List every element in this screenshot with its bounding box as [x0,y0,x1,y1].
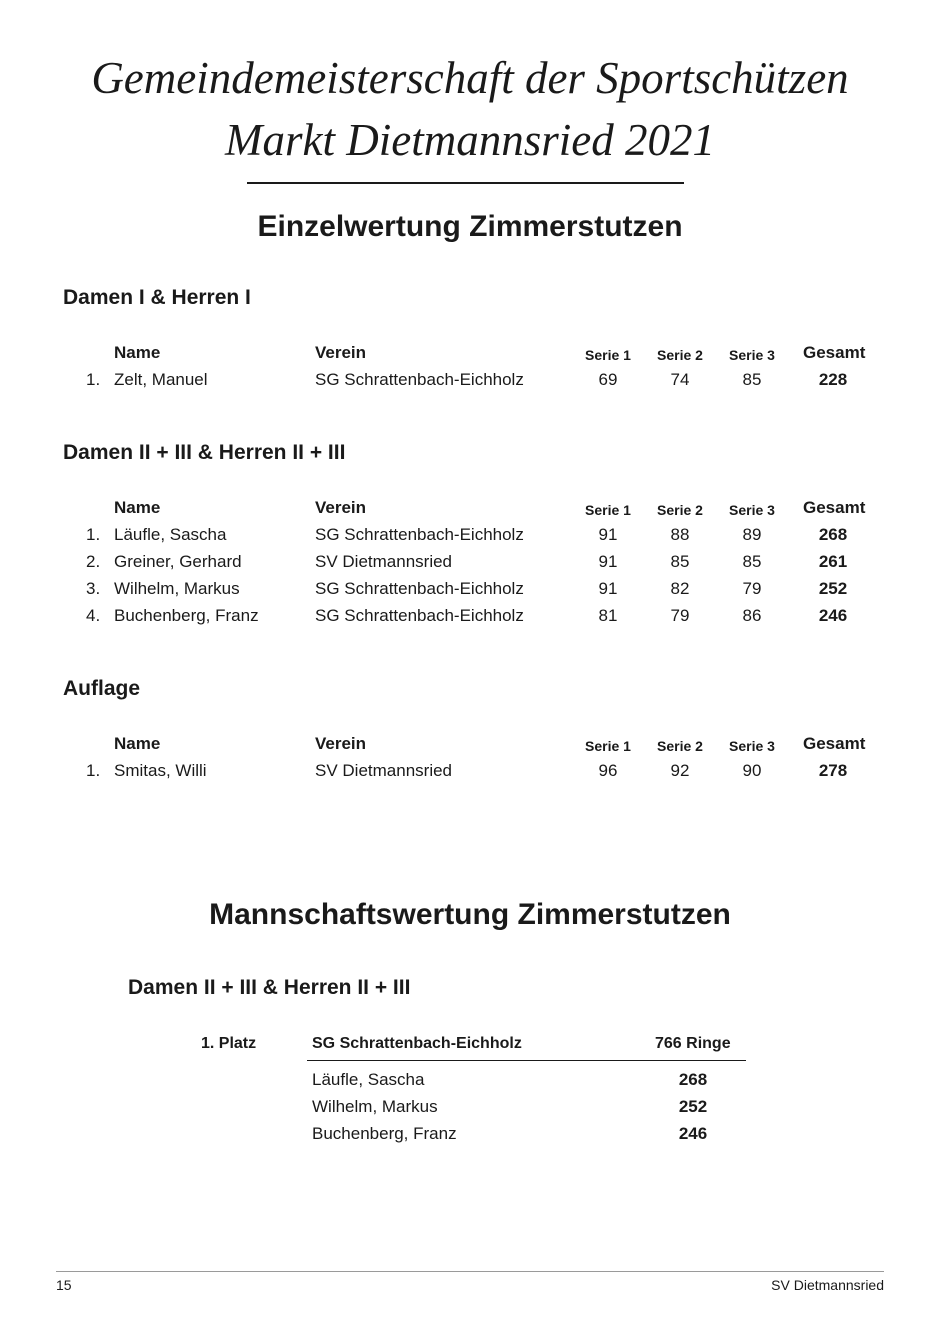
serie-3-score: 86 [742,606,762,625]
serie-2-score: 74 [670,370,690,389]
group-heading: Damen I & Herren I [63,286,251,309]
total-score: 252 [818,579,848,598]
column-header-serie-2: Serie 2 [657,347,703,363]
team-club-name: SG Schrattenbach-Eichholz [312,1035,522,1052]
column-header-serie-3: Serie 3 [729,738,775,754]
shooter-name: Smitas, Willi [114,761,207,780]
column-header-gesamt: Gesamt [803,734,866,753]
column-header-serie-1: Serie 1 [585,738,631,754]
team-total-score: 766 Ringe [655,1035,731,1052]
team-member-score: 252 [678,1097,708,1116]
team-member-score: 268 [678,1070,708,1089]
title-divider [247,182,684,184]
footer-club-name: SV Dietmannsried [771,1277,884,1293]
shooter-name: Läufle, Sascha [114,525,227,544]
serie-3-score: 90 [742,761,762,780]
page-number: 15 [56,1277,72,1293]
column-header-name: Name [114,734,161,753]
club-name: SG Schrattenbach-Eichholz [315,525,524,544]
rank: 2. [86,552,101,571]
serie-2-score: 88 [670,525,690,544]
total-score: 228 [818,370,848,389]
serie-2-score: 82 [670,579,690,598]
column-header-verein: Verein [315,343,367,362]
team-group-heading: Damen II + III & Herren II + III [128,976,411,999]
rank: 1. [86,370,101,389]
column-header-serie-1: Serie 1 [585,502,631,518]
column-header-verein: Verein [315,734,367,753]
column-header-gesamt: Gesamt [803,498,866,517]
serie-2-score: 92 [670,761,690,780]
club-name: SG Schrattenbach-Eichholz [315,579,524,598]
serie-1-score: 81 [598,606,618,625]
column-header-serie-2: Serie 2 [657,738,703,754]
shooter-name: Buchenberg, Franz [114,606,259,625]
rank: 4. [86,606,101,625]
total-score: 261 [818,552,848,571]
club-name: SV Dietmannsried [315,552,453,571]
column-header-gesamt: Gesamt [803,343,866,362]
shooter-name: Wilhelm, Markus [114,579,240,598]
column-header-serie-3: Serie 3 [729,347,775,363]
section-title-individual: Einzelwertung Zimmerstutzen [257,210,683,243]
column-header-serie-2: Serie 2 [657,502,703,518]
shooter-name: Zelt, Manuel [114,370,208,389]
group-heading: Auflage [63,677,141,700]
rank: 3. [86,579,101,598]
serie-2-score: 85 [670,552,690,571]
total-score: 268 [818,525,848,544]
serie-3-score: 85 [742,552,762,571]
team-member-name: Wilhelm, Markus [312,1097,438,1116]
club-name: SG Schrattenbach-Eichholz [315,606,524,625]
column-header-name: Name [114,498,161,517]
serie-3-score: 79 [742,579,762,598]
document-title-line-1: Gemeindemeisterschaft der Sportschützen [91,53,849,103]
serie-1-score: 69 [598,370,618,389]
rank: 1. [86,525,101,544]
team-member-score: 246 [678,1124,708,1143]
serie-1-score: 96 [598,761,618,780]
team-member-name: Buchenberg, Franz [312,1124,457,1143]
section-title-team: Mannschaftswertung Zimmerstutzen [209,898,731,931]
total-score: 246 [818,606,848,625]
group-heading: Damen II + III & Herren II + III [63,441,346,464]
document-title-line-2: Markt Dietmannsried 2021 [225,115,715,165]
team-divider [307,1060,746,1061]
club-name: SV Dietmannsried [315,761,453,780]
column-header-serie-3: Serie 3 [729,502,775,518]
serie-1-score: 91 [598,579,618,598]
club-name: SG Schrattenbach-Eichholz [315,370,524,389]
team-placement: 1. Platz [201,1035,257,1052]
total-score: 278 [818,761,848,780]
column-header-verein: Verein [315,498,367,517]
column-header-name: Name [114,343,161,362]
team-member-name: Läufle, Sascha [312,1070,425,1089]
serie-3-score: 85 [742,370,762,389]
column-header-serie-1: Serie 1 [585,347,631,363]
serie-1-score: 91 [598,525,618,544]
footer-divider [56,1271,884,1272]
serie-1-score: 91 [598,552,618,571]
rank: 1. [86,761,101,780]
serie-3-score: 89 [742,525,762,544]
serie-2-score: 79 [670,606,690,625]
shooter-name: Greiner, Gerhard [114,552,242,571]
